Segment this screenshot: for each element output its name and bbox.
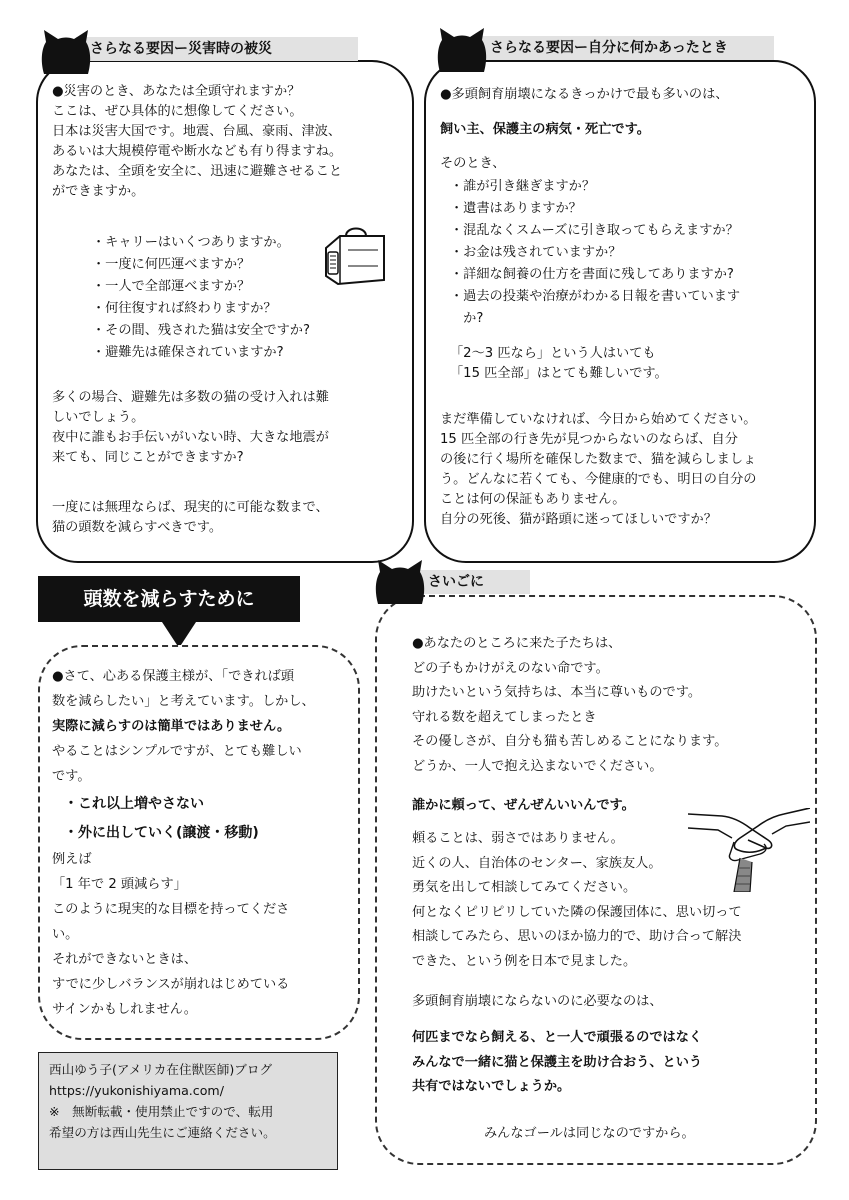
reduce-bold: 実際に減らすのは簡単ではありません。	[52, 719, 291, 734]
cat-head-icon	[434, 28, 490, 74]
finally-bold-message: 何匹までなら飼える、と一人で頑張るのではなく みんなで一緒に猫と保護主を助け合おう、という 共有ではないでしょうか。	[412, 1030, 703, 1094]
reduce-point-1: ・これ以上増やさない	[64, 796, 204, 812]
cat-head-icon	[38, 30, 94, 76]
reduce-point-2: ・外に出していく(譲渡・移動)	[64, 825, 259, 841]
blog-credit-box: 西山ゆう子(アメリカ在住獣医師)ブログ https://yukonishiyama.com/ ※ 無断転載・使用禁止ですので、転用 希望の方は西山先生にご連絡ください。	[38, 1052, 338, 1170]
finally-body: 頼ることは、弱さではありません。 近くの人、自治体のセンター、家族友人。 勇気を出して相談してみてください。 何となくピリピリしていた隣の保護団体に、思い切って 相談してみたら、思いのほか協力的で、助け合って解決 できた、という例を日本で見ました。	[412, 831, 742, 969]
self-questions: ・誰が引き継ぎますか？ ・遺書はありますか？ ・混乱なくスムーズに引き取ってもらえますか？ ・お金は残されていますか？ ・詳細な飼養の仕方を書面に残してありますか? ・過去の投薬や治療がわかる日報を書いています か?	[450, 179, 741, 326]
disaster-intro: ●災害のとき、あなたは全頭守れますか？ ここは、ぜひ具体的に想像してください。 日本は災害大国です。地震、台風、豪雨、津波、 あるいは大規模停電や断水なども有り得ますね。 あなたは、全頭を安全に、迅速に避難させること ができますか。	[52, 84, 343, 199]
finally-bold: 誰かに頼って、ぜんぜんいいんです。	[412, 798, 635, 813]
cat-head-icon	[372, 560, 428, 606]
reduce-body: ●さて、心ある保護主様が、「できれば頭 数を減らしたい」と考えています。しかし、 実際に減らすのは簡単ではありません。 やることはシンプルですが、とても難しい です。 ・これ以上増やさない ・外に出していく(譲渡・移動) 例えば 「1 年で 2 頭減らす」 このように現実的な目標を持ってくださ い。 それができないときは、 すでに少しバランスが崩れはじめている サインかもしれません。	[52, 669, 315, 1017]
disaster-questions: ・キャリーはいくつありますか。 ・一度に何匹運べますか？ ・一人で全部運べますか？ ・何往復すれば終わりますか？ ・その間、残された猫は安全ですか? ・避難先は確保されていますか?	[92, 235, 310, 360]
finally-intro: ●あなたのところに来た子たちは、 どの子もかけがえのない命です。 助けたいという気持ちは、本当に尊いものです。 守れる数を超えてしまったとき その優しさが、自分も猫も苦しめることになります。 どうか、一人で抱え込まないでください。	[412, 636, 728, 774]
blog-url[interactable]: https://yukonishiyama.com/	[49, 1083, 224, 1098]
self-sono: そのとき、	[440, 156, 506, 171]
pet-carrier-icon	[318, 222, 392, 290]
self-lead: ●多頭飼育崩壊になるきっかけで最も多いのは、	[440, 87, 729, 102]
self-section-tag: さらなる要因ー自分に何かあったとき	[476, 36, 774, 60]
self-advice: まだ準備していなければ、今日から始めてください。 15 匹全部の行き先が見つからないのならば、自分 の後に行く場所を確保した数まで、猫を減らしましょ う。どんなに若くても、今健康的でも、明日の自分の ことは何の保証もありません。 自分の死後、猫が路頭に迷ってほしいですか？	[440, 412, 757, 527]
finally-closing: みんなゴールは同じなのですから。	[484, 1126, 695, 1141]
self-quotes: 「2～3 匹なら」という人はいても 「15 匹全部」はとても難しいです。	[450, 346, 668, 381]
finally-requirement: 多頭飼育崩壊にならないのに必要なのは、	[412, 994, 663, 1009]
disaster-shelter-text: 多くの場合、避難先は多数の猫の受け入れは難 しいでしょう。 夜中に誰もお手伝いがいない時、大きな地震が 来ても、同じことができますか?	[52, 390, 329, 465]
disaster-conclusion: 一度には無理ならば、現実的に可能な数まで、 猫の頭数を減らすべきです。	[52, 500, 329, 535]
finally-section-tag: さいごに	[414, 570, 530, 594]
self-bold-cause: 飼い主、保護主の病気・死亡です。	[440, 122, 650, 137]
disaster-section-tag: さらなる要因ー災害時の被災	[76, 37, 358, 61]
reduce-banner: 頭数を減らすために	[38, 576, 300, 622]
